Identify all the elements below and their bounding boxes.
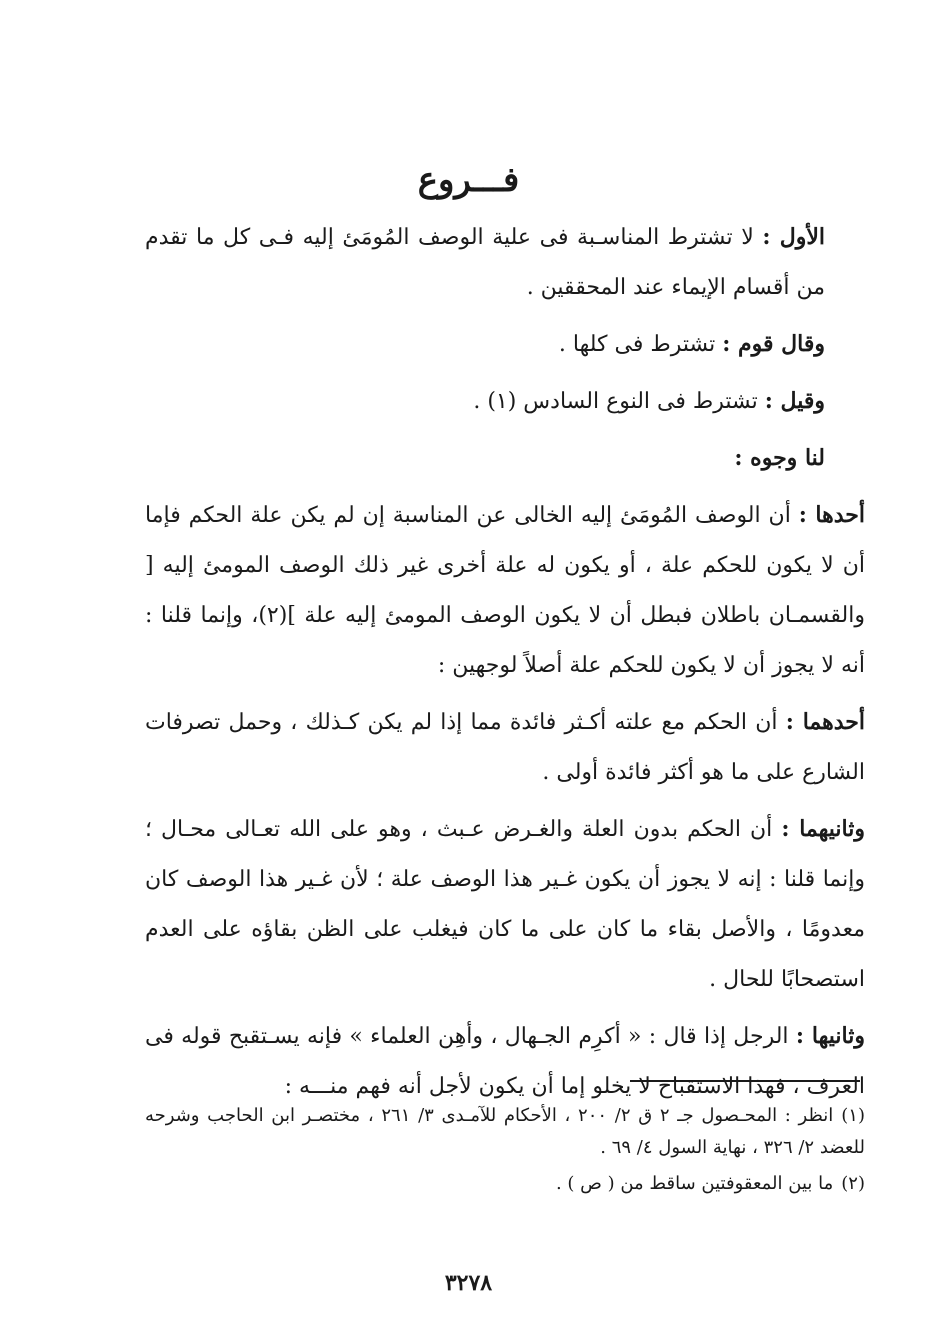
footnote-text: انظر : المحـصول جـ ٢ ق ٢/ ٢٠٠ ، الأحكام للآمـدى ٣/ ٢٦١ ، مختصـر ابن الحاجب وشرحه للعضد ٢/ ٣٢٦ ، نهاية السول ٤/ ٦٩ . bbox=[145, 1105, 865, 1158]
paragraph-ahaduhuma bbox=[145, 697, 865, 798]
paragraph-thaniyhuma bbox=[145, 804, 865, 1005]
paragraph-text: لا تشترط المناسـبة فى علية الوصف المُومَئ إليه فـى كل ما تقدم من أقسام الإيماء عند المحققين . bbox=[145, 225, 825, 300]
footnotes bbox=[145, 1100, 865, 1204]
footnote-number: (٢) bbox=[841, 1173, 865, 1194]
page-number: ٣٢٧٨ bbox=[444, 1270, 493, 1296]
paragraph-ahaduha bbox=[145, 490, 865, 691]
paragraph-text: أن الحكم مع علته أكـثر فائدة مما إذا لم يكن كـذلك ، وحمل تصرفات الشارع على ما هو أكثر فائدة أولى . bbox=[145, 710, 865, 785]
footnote-1 bbox=[145, 1100, 865, 1164]
footnote-2 bbox=[145, 1168, 865, 1200]
paragraph-lead: أحدهما : bbox=[785, 709, 865, 735]
footnote-text: ما بين المعقوفتين ساقط من ( ص ) . bbox=[555, 1173, 834, 1194]
paragraph-text: تشترط فى كلها . bbox=[558, 332, 723, 357]
paragraph-thaniyha bbox=[145, 1011, 865, 1112]
paragraph-qawm bbox=[145, 319, 865, 370]
footnote-number: (١) bbox=[841, 1105, 865, 1126]
paragraph-lead: أحدها : bbox=[798, 502, 865, 528]
footnote-separator bbox=[630, 1080, 860, 1082]
section-heading: فـــروع bbox=[417, 160, 520, 200]
paragraph-qil bbox=[145, 376, 865, 427]
paragraph-lead: وثانيها : bbox=[795, 1023, 865, 1049]
paragraph-lead: وقال قوم : bbox=[722, 331, 825, 357]
paragraph-lead: وقيل : bbox=[764, 388, 825, 414]
paragraph-text: الرجل إذا قال : « أكرِم الجـهال ، وأهِن العلماء » فإنه يسـتقبح قوله فى العرف ، فهذا الاستقباح لا يخلو إما أن يكون لأجل أنه فهم منـــه : bbox=[145, 1024, 865, 1099]
paragraph-first bbox=[145, 212, 865, 313]
paragraph-lead: الأول : bbox=[762, 224, 825, 250]
paragraph-lead: لنا وجوه : bbox=[734, 445, 825, 471]
paragraph-text: تشترط فى النوع السادس (١) . bbox=[473, 389, 765, 414]
paragraph-text: أن الحكم بدون العلة والغـرض عـبث ، وهو على الله تعـالى محـال ؛ وإنما قلنا : إنه لا يجوز أن يكون غـير هذا الوصف علة ؛ لأن غـير هذا الوصف كان معدومًا ، والأصل بقاء ما كان على ما كان فيغلب على الظن بقاؤه على العدم استصحابًا للحال . bbox=[145, 817, 865, 992]
paragraph-text: أن الوصف المُومَئ إليه الخالى عن المناسبة إن لم يكن علة الحكم فإما أن لا يكون للحكم علة ، أو يكون له علة أخرى غير ذلك الوصف المومئ إليه [ والقسمـان باطلان فبطل أن لا يكون الوصف المومئ إليه علة ](٢)، وإنما قلنا : أنه لا يجوز أن لا يكون للحكم علة أصلاً لوجهين : bbox=[145, 503, 865, 678]
paragraph-lead: وثانيهما : bbox=[781, 816, 865, 842]
body-text bbox=[145, 212, 865, 1112]
paragraph-lana bbox=[145, 433, 865, 484]
